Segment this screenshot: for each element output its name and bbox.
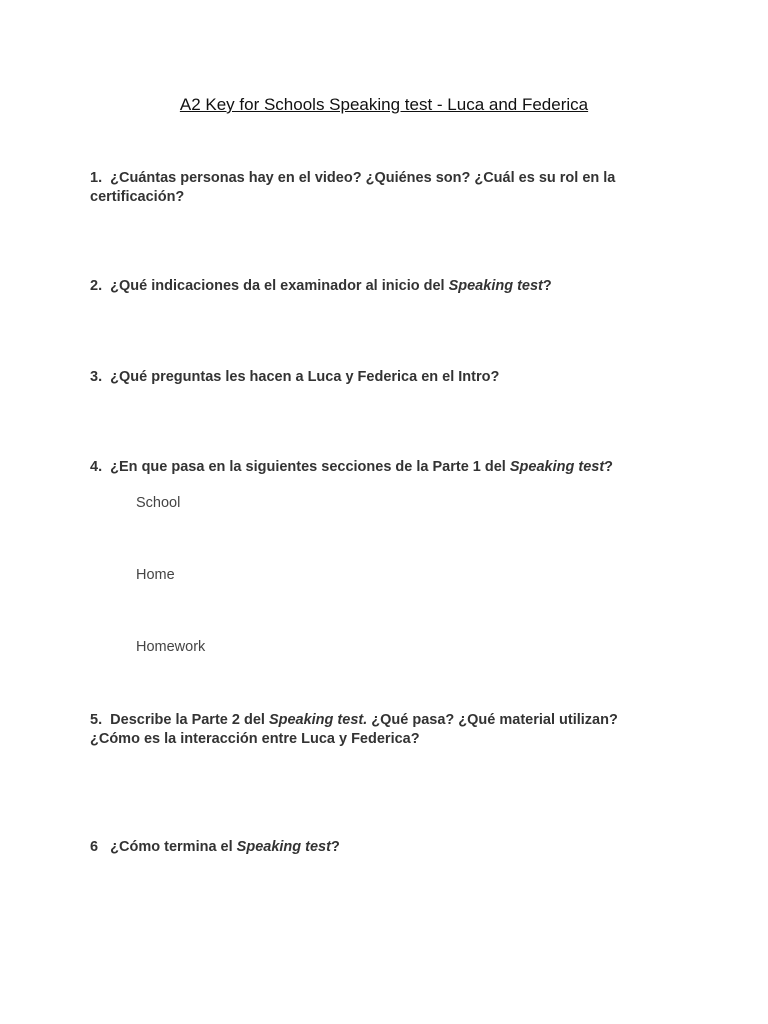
question-3 [90, 368, 650, 387]
question-5 [90, 711, 650, 749]
question-4 [90, 458, 650, 477]
question-6 [90, 838, 650, 857]
question-5-number: 5. [90, 712, 103, 728]
question-2-text: ¿Qué indicaciones da el examinador al inicio del [110, 278, 449, 294]
question-6-text: ¿Cómo termina el [110, 839, 237, 855]
question-3-text: ¿Qué preguntas les hacen a Luca y Federica en el Intro? [110, 369, 500, 385]
section-home: Home [136, 567, 175, 583]
question-4-number: 4. [90, 459, 103, 475]
question-2-text-end: ? [542, 278, 552, 294]
document-title: A2 Key for Schools Speaking test - Luca and Federica [179, 95, 589, 114]
question-2-emphasis: Speaking test [448, 278, 543, 294]
question-4-text: ¿En que pasa en la siguientes secciones de la Parte 1 del [110, 459, 510, 475]
question-5-text-end: ¿Qué pasa? ¿Qué material utilizan? ¿Cómo es la interacción entre Luca y Federica? [90, 712, 618, 747]
question-1 [90, 169, 650, 207]
question-5-text: Describe la Parte 2 del [110, 712, 269, 728]
section-homework: Homework [136, 639, 206, 655]
question-5-emphasis: Speaking test. [268, 712, 368, 728]
question-6-text-end: ? [330, 839, 340, 855]
question-2-number: 2. [90, 278, 103, 294]
question-4-text-end: ? [604, 459, 614, 475]
question-1-text: ¿Cuántas personas hay en el video? ¿Quiénes son? ¿Cuál es su rol en la certificación? [90, 170, 616, 205]
question-2 [90, 277, 650, 296]
section-school: School [136, 495, 181, 511]
question-3-number: 3. [90, 369, 103, 385]
question-4-emphasis: Speaking test [509, 459, 605, 475]
question-6-number: 6 [90, 839, 99, 855]
question-6-emphasis: Speaking test [236, 839, 331, 855]
question-1-number: 1. [90, 170, 103, 186]
